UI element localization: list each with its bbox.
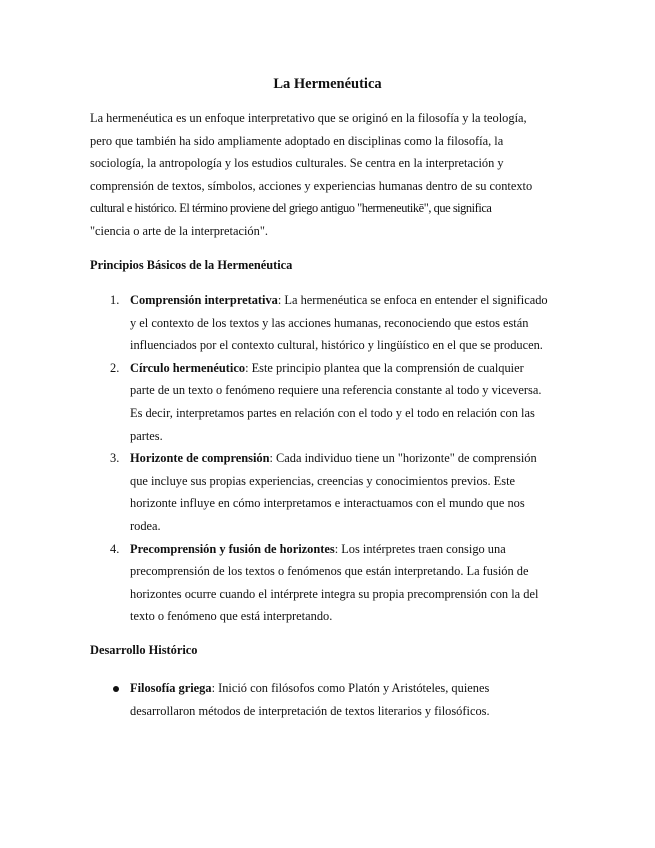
list-item-line: precomprensión de los textos o fenómenos que están interpretando. La fusión de: [130, 564, 529, 579]
list-item-term: Horizonte de comprensión: [130, 451, 270, 466]
list-item: [90, 447, 570, 537]
list-item-line: desarrollaron métodos de interpretación de textos literarios y filosóficos.: [130, 703, 490, 718]
section-heading-history: Desarrollo Histórico: [90, 643, 198, 657]
list-item-first-line: [130, 538, 570, 561]
document-title: La Hermenéutica: [273, 76, 382, 92]
list-item-line: texto o fenómeno que está interpretando.: [130, 609, 333, 624]
intro-line: comprensión de textos, símbolos, acciones y experiencias humanas dentro de su contexto: [90, 178, 533, 193]
list-item-text: : Cada individuo tiene un "horizonte" de comprensión: [269, 451, 537, 466]
intro-line: cultural e histórico. El término proviene del griego antiguo "hermeneutikē", que significa: [90, 201, 492, 216]
section-heading-principles: Principios Básicos de la Hermenéutica: [90, 258, 293, 272]
list-item-term: Círculo hermenéutico: [130, 360, 246, 375]
list-item-first-line: [130, 447, 570, 470]
list-number: 3.: [110, 451, 120, 466]
list-item-line: horizontes ocurre cuando el intérprete integra su propia precomprensión con la del: [130, 586, 539, 601]
list-item-line: Es decir, interpretamos partes en relación con el todo y el todo en relación con las: [130, 405, 535, 420]
intro-line: La hermenéutica es un enfoque interpretativo que se originó en la filosofía y la teología,: [90, 111, 527, 125]
intro-line: sociología, la antropología y los estudios culturales. Se centra en la interpretación y: [90, 156, 504, 171]
list-number: 1.: [110, 293, 120, 307]
list-item-first-line: [130, 357, 570, 380]
list-number: 2.: [110, 360, 120, 375]
list-item-line: partes.: [130, 428, 163, 443]
list-item-first-line: [130, 289, 570, 312]
list-item-term: Comprensión interpretativa: [130, 293, 278, 307]
list-item-line: horizonte influye en cómo interpretamos e interactuamos con el mundo que nos: [130, 496, 525, 511]
list-item-line: rodea.: [130, 518, 161, 533]
history-list: [90, 677, 570, 722]
list-item-line: y el contexto de los textos y las acciones humanas, reconociendo que estos están: [130, 315, 529, 330]
list-item-term: Filosofía griega: [130, 681, 212, 695]
list-item: [90, 357, 570, 447]
list-item-text: : La hermenéutica se enfoca en entender el significado: [277, 293, 548, 307]
list-item-text: : Inició con filósofos como Platón y Aristóteles, quienes: [211, 681, 490, 695]
list-item-term: Precomprensión y fusión de horizontes: [130, 541, 335, 556]
intro-line: pero que también ha sido ampliamente adoptado en disciplinas como la filosofía, la: [90, 133, 504, 148]
bullet-icon: [113, 686, 119, 692]
list-item-line: parte de un texto o fenómeno requiere una referencia constante al todo y viceversa.: [130, 383, 542, 398]
list-item-line: influenciados por el contexto cultural, histórico y lingüístico en el que se producen.: [130, 338, 543, 353]
list-item-line: que incluye sus propias experiencias, creencias y conocimientos previos. Este: [130, 473, 516, 488]
intro-line: "ciencia o arte de la interpretación".: [90, 223, 268, 238]
list-item-text: : Los intérpretes traen consigo una: [334, 541, 506, 556]
list-item: [90, 677, 570, 722]
list-number: 4.: [110, 541, 120, 556]
list-item: [90, 289, 570, 357]
intro-paragraph: [90, 107, 560, 243]
list-item-first-line: [130, 677, 570, 700]
list-item-text: : Este principio plantea que la comprensión de cualquier: [245, 360, 524, 375]
principles-list: [90, 289, 570, 628]
list-item: [90, 538, 570, 628]
